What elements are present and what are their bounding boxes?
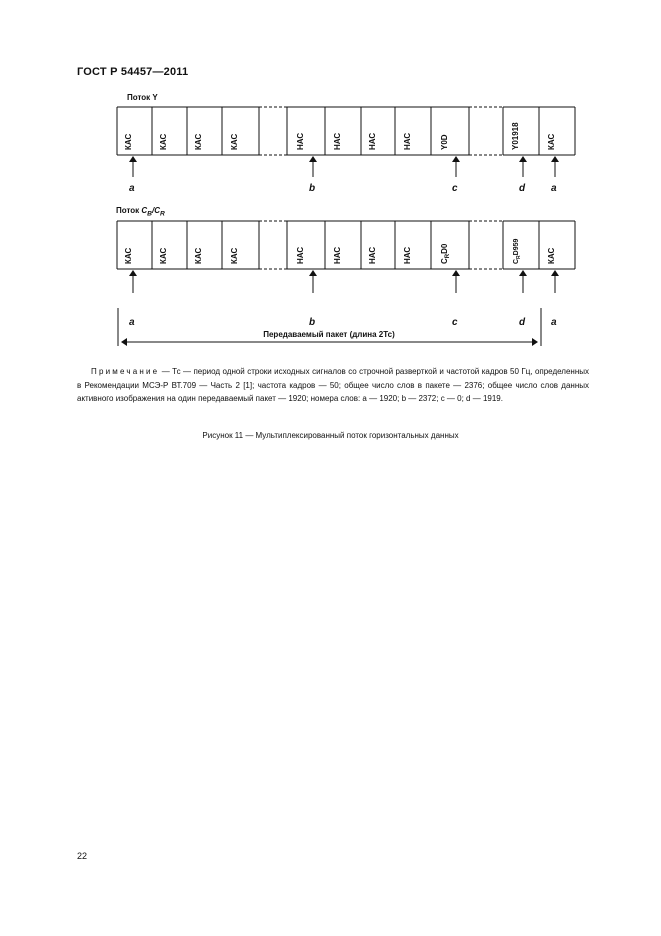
stream-cbcr-sub1: B (147, 210, 152, 218)
document-header: ГОСТ Р 54457—2011 (77, 66, 189, 78)
y-cell-kac-4: КАС (230, 133, 239, 150)
crd0-main: C (440, 258, 449, 264)
stream-cbcr-c1: C (141, 206, 148, 215)
y-cell-y0d: Y0D (440, 134, 449, 150)
cbcr-cell-crd959 (513, 238, 522, 264)
crd0-sub: R (445, 253, 451, 259)
y-cell-nac-1: НАС (296, 132, 305, 150)
packet-marker-b: b (309, 317, 316, 328)
page-number: 22 (77, 851, 88, 861)
packet-marker-a-next: a (551, 317, 557, 328)
packet-marker-a: a (129, 317, 135, 328)
cbcr-cell-nac-1: НАС (296, 246, 305, 264)
y-marker-a-next: a (551, 183, 557, 194)
stream-cbcr-sep: / (151, 206, 155, 215)
cbcr-cell-kac-1: КАС (124, 247, 133, 264)
stream-cbcr-c2: C (154, 206, 160, 215)
y-cell-kac-3: КАС (194, 133, 203, 150)
cbcr-cell-nac-4: НАС (403, 246, 412, 264)
y-marker-b: b (309, 183, 316, 194)
y-cell-nac-3: НАС (368, 132, 377, 150)
note-prefix: Примечание (91, 367, 160, 376)
packet-marker-c: c (452, 317, 458, 328)
cbcr-cell-nac-2: НАС (333, 246, 342, 264)
cbcr-cell-kac-5: КАС (547, 247, 556, 264)
cbcr-cell-kac-3: КАС (194, 247, 203, 264)
y-cell-kac-1: КАС (124, 133, 133, 150)
multiplex-diagram (0, 0, 661, 360)
packet-marker-d: d (519, 317, 526, 328)
y-marker-d: d (519, 183, 526, 194)
stream-y-row (117, 107, 575, 194)
figure-note (77, 365, 589, 406)
cbcr-cell-nac-3: НАС (368, 246, 377, 264)
y-marker-a: a (129, 183, 135, 194)
crd959-sub: R (516, 255, 522, 259)
cbcr-cell-kac-4: КАС (230, 247, 239, 264)
cbcr-cell-kac-2: КАС (159, 247, 168, 264)
note-text: — Тс — период одной строки исходных сигналов со строчной разверткой и частотой кадров 50 Гц, определенных в Рекомендации МСЭ-Р ВТ.709 — Часть 2 [1]; частота кадров — 50; общее число слов в пакете — 2376; общее число слов данных активного изображения на один передаваемый пакет — 1920; номера слов: a — 1920; b — 2372; c — 0; d — 1919. (77, 367, 589, 403)
y-cell-kac-2: КАС (159, 133, 168, 150)
stream-cbcr-row (117, 221, 575, 293)
cbcr-cell-crd0 (440, 243, 451, 264)
crd959-main: C (513, 258, 520, 264)
packet-extent (118, 308, 557, 346)
y-cell-kac-5: КАС (547, 133, 556, 150)
y-marker-c: c (452, 183, 458, 194)
stream-cbcr-prefix: Поток (116, 206, 142, 215)
y-cell-nac-4: НАС (403, 132, 412, 150)
stream-cbcr-sub2: R (159, 210, 165, 218)
crd959-num: D959 (513, 238, 520, 256)
y-cell-nac-2: НАС (333, 132, 342, 150)
packet-length-label: Передаваемый пакет (длина 2Тс) (263, 330, 395, 339)
y-cell-y01918: Y01918 (511, 122, 520, 150)
stream-y-label: Поток Y (127, 93, 158, 102)
crd0-num: D0 (440, 243, 449, 254)
figure-caption: Рисунок 11 — Мультиплексированный поток горизонтальных данных (202, 431, 459, 440)
